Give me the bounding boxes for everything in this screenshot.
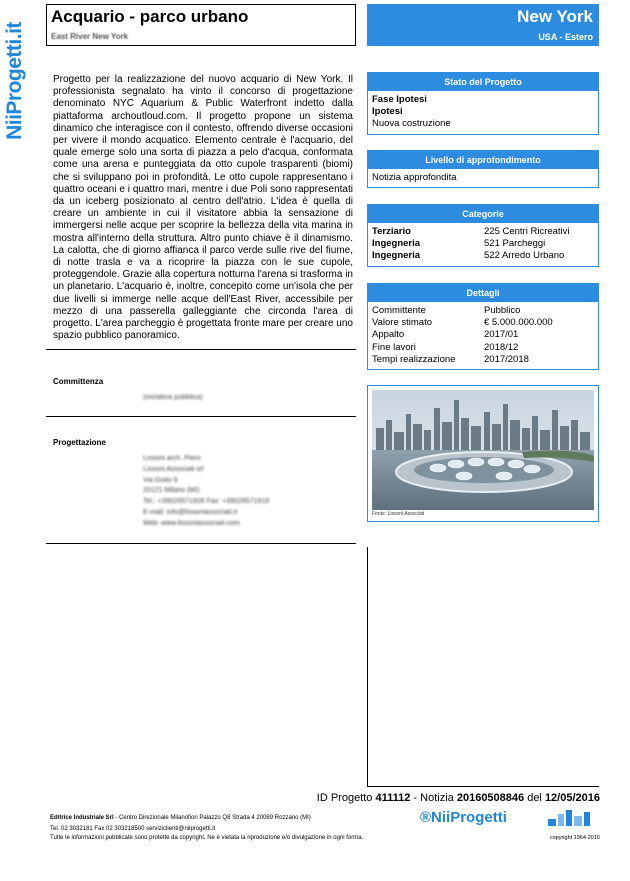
categoria-group: Ingegneria [372, 238, 421, 250]
date-prefix: del [524, 792, 545, 804]
niiprogetti-logo-graphic [548, 810, 598, 826]
side-logo-text: NiiProgetti.it [3, 22, 26, 140]
project-id: 411112 [375, 792, 411, 804]
notizia-date: 12/05/2016 [544, 792, 600, 804]
progettazione-line: E-mail: info@lissoniassociati.it [143, 508, 238, 516]
categoria-value: 521 Parcheggi [484, 238, 546, 250]
progettazione-details [143, 454, 269, 530]
dettaglio-key: Tempi realizzazione [372, 353, 456, 365]
photo-caption: Fonte: Lissoni Associati [372, 511, 425, 517]
location-city: New York [517, 7, 593, 26]
project-subtitle: East River New York [51, 32, 129, 41]
stato-fase: Fase Ipotesi [372, 94, 427, 105]
dettaglio-key: Committente [372, 305, 426, 316]
categoria-row [372, 250, 594, 262]
project-description: Progetto per la realizzazione del nuovo acquario di New York. Il professionista segnalato ha vinto il concorso di progettazione denominato NYC Aquarium & Public Waterfront indetto dalla piattaforma archoutloud.com. Il progetto propone un sistema dinamico che interagisce con il contesto, offrendo diverse occasioni per vivere il mondo acquatico. Elemento centrale è l'acquario, del quale emerge solo una sorta di piazza a pelo d'acqua, conformata come una arena e punteggiata da otto cupole trasparenti (biomi) che si sviluppano poi in profondità. Le otto cupole rappresentano i quattro oceani e i quattro mari, mentre i due Poli sono rappresentati da un iceberg posizionato al centro dell'atrio. L'idea è quella di creare un ambiente in cui il visitatore abbia la sensazione di immergersi nelle acque per scoprire la bellezza della vita marina in mostra all'interno della struttura. Altro punto chiave è il dinamismo. La calotta, che di giorno affianca il parco verde sulle rive del fiume, di notte trasla e va a ricoprire la piazza con le sue cupole, proteggendole. Grazie alla copertura notturna l'arena si trasforma in un planetario. L'acquario è, inoltre, concepito come un'isola che per due livelli si immerge nelle acque dell'East River, accessibile per mezzo di una passerella galleggiante che circonda l'area di progetto. L'area parcheggio è progettata fronte mare per creare uno spazio pubblico panoramico. [53, 74, 353, 342]
dettaglio-value: 2018/12 [484, 341, 519, 353]
location-box [367, 4, 599, 46]
dettaglio-value: Pubblico [484, 305, 521, 316]
progettazione-line: Lissoni arch. Piero [143, 455, 201, 462]
divider [46, 543, 356, 544]
dettaglio-value: 2017/01 [484, 329, 519, 341]
progettazione-label: Progettazione [53, 438, 106, 447]
publisher-address: - Centro Direzionale Milanofiori Palazzo Q8 Strada 4 20089 Rozzano (MI) [113, 815, 311, 821]
categoria-value: 225 Centri Ricreativi [484, 226, 570, 237]
stato-ipotesi: Ipotesi [372, 106, 403, 118]
notizia-id: 20160508846 [456, 792, 525, 804]
project-title-box [46, 4, 356, 46]
dettaglio-row [372, 329, 594, 341]
categoria-row [372, 226, 594, 238]
categoria-group: Terziario [372, 226, 411, 237]
project-photo-box [367, 385, 599, 522]
divider [367, 786, 599, 787]
progettazione-line: Via Goito 9 [143, 476, 178, 484]
progettazione-line: Web: www.lissoniassociati.com [143, 519, 240, 527]
categoria-row [372, 238, 594, 250]
committenza-value: (iniziativa pubblica) [143, 394, 203, 401]
project-title: Acquario - parco urbano [51, 7, 249, 26]
dettaglio-row [372, 317, 594, 329]
dettaglio-key: Valore stimato [372, 317, 433, 329]
dettaglio-row [372, 354, 594, 366]
dettaglio-key: Fine lavori [372, 341, 416, 353]
livello-value: Notizia approfondita [372, 172, 457, 183]
notizia-prefix: - Notizia [410, 792, 457, 804]
column-divider [367, 547, 368, 787]
stato-header: Stato del Progetto [368, 73, 598, 91]
categoria-value: 522 Arredo Urbano [484, 250, 565, 262]
publisher-name: Editrice Industriale Srl [50, 815, 114, 821]
stato-panel [367, 72, 599, 135]
project-id-line [317, 792, 600, 804]
dettagli-panel [367, 283, 599, 370]
divider [46, 349, 356, 350]
livello-header: Livello di approfondimento [368, 151, 598, 169]
niiprogetti-bottom-logo: ®NiiProgetti [420, 809, 507, 826]
dettaglio-key: Appalto [372, 329, 405, 341]
dettaglio-value: 2017/2018 [484, 353, 529, 365]
footer-address [50, 815, 311, 821]
divider [46, 416, 356, 417]
progettazione-line: Lissoni Associati srl [143, 465, 204, 473]
committenza-label: Committenza [53, 377, 104, 386]
footer-contacts: Tel. 02 3032181 Fax 02 303218500 serviziclienti@niiprogetti.it [50, 826, 216, 832]
footer-copyright-note: Tutte le informazioni pubblicate sono protette da copyright. Ne è vietata la riproduzione e/o divulgazione in ogni forma. [50, 835, 364, 841]
dettaglio-row [372, 342, 594, 354]
livello-panel [367, 150, 599, 188]
stato-tipo: Nuova costruzione [372, 118, 451, 130]
categorie-panel [367, 204, 599, 267]
categorie-header: Categorie [368, 205, 598, 223]
niiprogetti-side-logo [4, 6, 26, 156]
location-country: USA - Estero [538, 32, 593, 42]
progettazione-line: Tel.: +39026571926 Fax: +39026571918 [143, 498, 270, 506]
dettaglio-row [372, 305, 594, 317]
copyright-years: copyright 1964-2016 [549, 835, 600, 841]
dettagli-header: Dettagli [368, 284, 598, 302]
progettazione-line: 20121 Milano (MI) [143, 487, 200, 495]
id-prefix: ID Progetto [316, 792, 376, 804]
dettaglio-value: € 5.000.000.000 [484, 317, 553, 329]
categoria-group: Ingegneria [372, 250, 421, 262]
project-render-image [372, 390, 594, 510]
